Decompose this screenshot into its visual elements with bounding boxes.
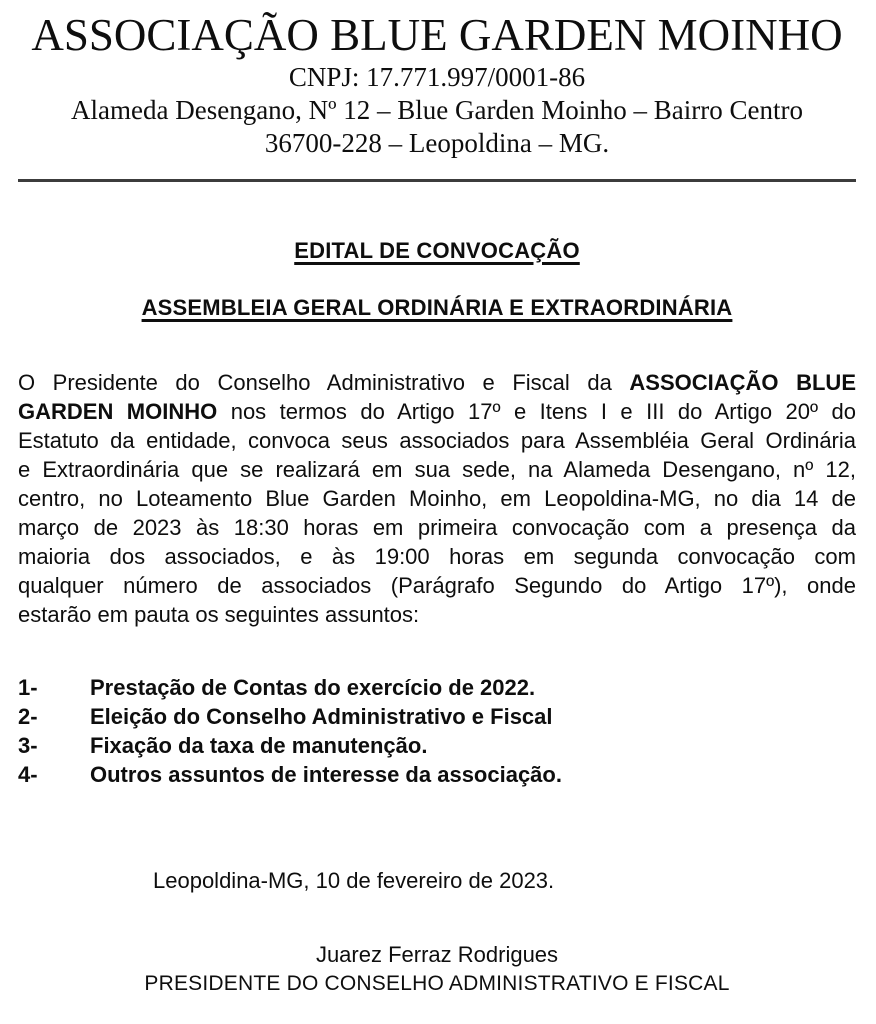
paragraph-line: centro, no Loteamento Blue Garden Moinho, em Leopoldina-MG, no dia 14 de xyxy=(18,486,856,511)
agenda-item xyxy=(18,731,856,760)
org-cnpj: CNPJ: 17.771.997/0001-86 xyxy=(288,62,586,92)
paragraph-line: março de 2023 às 18:30 horas em primeira convocação com a presença da xyxy=(18,515,856,540)
agenda-item-text: Eleição do Conselho Administrativo e Fiscal xyxy=(90,704,553,729)
agenda-item xyxy=(18,673,856,702)
agenda-item-text: Fixação da taxa de manutenção. xyxy=(90,733,428,758)
date-line: Leopoldina-MG, 10 de fevereiro de 2023. xyxy=(153,868,555,893)
paragraph-line: estarão em pauta os seguintes assuntos: xyxy=(18,602,420,627)
paragraph-line xyxy=(18,397,856,426)
signature-role: PRESIDENTE DO CONSELHO ADMINISTRATIVO E FISCAL xyxy=(144,972,730,995)
paragraph-line: qualquer número de associados (Parágrafo Segundo do Artigo 17º), onde xyxy=(18,573,856,598)
agenda-item xyxy=(18,760,856,789)
signature-name: Juarez Ferraz Rodrigues xyxy=(315,942,559,967)
paragraph-line xyxy=(18,368,856,397)
org-title: ASSOCIAÇÃO BLUE GARDEN MOINHO xyxy=(31,10,843,60)
agenda-item-number: 4- xyxy=(18,762,38,787)
agenda-item-text: Prestação de Contas do exercício de 2022. xyxy=(90,675,536,700)
paragraph-text: nos termos do Artigo 17º e Itens I e III do Artigo 20º do xyxy=(217,399,856,424)
agenda-item-text: Outros assuntos de interesse da associação. xyxy=(90,762,562,787)
letterhead xyxy=(18,9,856,160)
paragraph-line: maioria dos associados, e às 19:00 horas em segunda convocação com xyxy=(18,544,856,569)
assembly-subtitle-heading: ASSEMBLEIA GERAL ORDINÁRIA E EXTRAORDINÁRIA xyxy=(141,295,733,320)
notice-title-heading: EDITAL DE CONVOCAÇÃO xyxy=(294,238,580,263)
org-address-line1: Alameda Desengano, Nº 12 – Blue Garden Moinho – Bairro Centro xyxy=(71,95,803,125)
paragraph-text: O Presidente do Conselho Administrativo e Fiscal da xyxy=(18,370,630,395)
agenda-item-number: 1- xyxy=(18,675,38,700)
header-divider xyxy=(18,179,856,182)
paragraph-text-bold: GARDEN MOINHO xyxy=(18,399,218,424)
body-paragraph xyxy=(18,368,856,629)
agenda-list xyxy=(18,673,856,789)
paragraph-line: e Extraordinária que se realizará em sua sede, na Alameda Desengano, nº 12, xyxy=(18,457,856,482)
agenda-item-number: 2- xyxy=(18,704,38,729)
agenda-item-number: 3- xyxy=(18,733,38,758)
agenda-item xyxy=(18,702,856,731)
signature-block xyxy=(18,940,856,998)
paragraph-line: Estatuto da entidade, convoca seus associados para Assembléia Geral Ordinária xyxy=(18,428,856,453)
org-address-line2: 36700-228 – Leopoldina – MG. xyxy=(264,128,610,158)
paragraph-text-bold: ASSOCIAÇÃO BLUE xyxy=(629,370,856,395)
